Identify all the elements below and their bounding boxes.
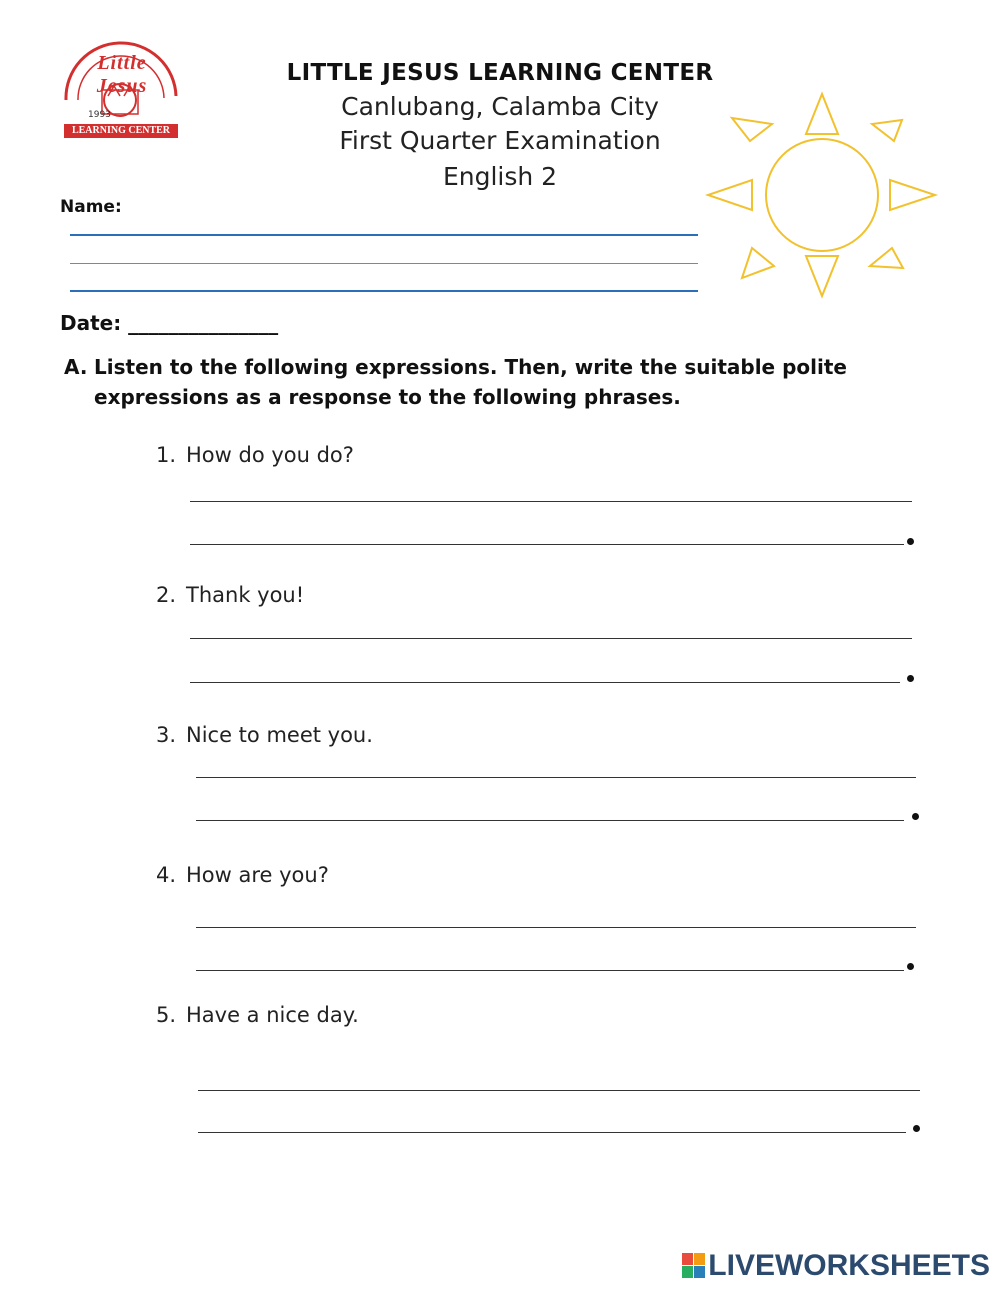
liveworksheets-text: LIVEWORKSHEETS bbox=[708, 1249, 990, 1282]
question-text: Thank you! bbox=[186, 583, 305, 607]
name-line-bottom[interactable] bbox=[70, 290, 698, 292]
answer-line-2b[interactable] bbox=[190, 682, 900, 683]
period-dot bbox=[913, 1125, 920, 1132]
question-1 bbox=[156, 443, 354, 467]
answer-line-1a[interactable] bbox=[190, 501, 912, 502]
liveworksheets-brand bbox=[682, 1249, 990, 1283]
period-dot bbox=[907, 675, 914, 682]
sun-ray-left bbox=[708, 180, 752, 210]
school-name: LITTLE JESUS LEARNING CENTER bbox=[286, 60, 714, 86]
answer-line-4a[interactable] bbox=[196, 927, 916, 928]
sun-ray-top bbox=[806, 94, 838, 134]
question-number: 4. bbox=[156, 863, 177, 887]
question-text: Have a nice day. bbox=[186, 1003, 359, 1027]
liveworksheets-logo-icon bbox=[682, 1253, 706, 1279]
question-5 bbox=[156, 1003, 359, 1027]
question-number: 2. bbox=[156, 583, 177, 607]
question-text: Nice to meet you. bbox=[186, 723, 373, 747]
sun-ray-right bbox=[890, 180, 935, 210]
question-text: How are you? bbox=[186, 863, 329, 887]
question-4 bbox=[156, 863, 329, 887]
sun-icon bbox=[700, 88, 940, 300]
period-dot bbox=[907, 963, 914, 970]
logo-top-text: Little Jesus bbox=[96, 52, 148, 97]
date-label: Date: _______________ bbox=[60, 311, 279, 335]
name-label: Name: bbox=[60, 197, 122, 217]
sun-ray-top-right bbox=[872, 120, 902, 141]
sun-ray-bottom bbox=[806, 256, 838, 296]
answer-line-1b[interactable] bbox=[190, 544, 904, 545]
instructions bbox=[64, 352, 944, 412]
question-2 bbox=[156, 583, 304, 607]
school-location: Canlubang, Calamba City bbox=[341, 92, 659, 121]
answer-line-3a[interactable] bbox=[196, 777, 916, 778]
answer-line-2a[interactable] bbox=[190, 638, 912, 639]
period-dot bbox=[907, 538, 914, 545]
logo-year: 1993 bbox=[88, 110, 111, 120]
question-number: 3. bbox=[156, 723, 177, 747]
logo-banner: LEARNING CENTER bbox=[71, 125, 171, 136]
sun-ray-bottom-left bbox=[742, 248, 774, 278]
sun-core bbox=[766, 139, 878, 251]
question-number: 1. bbox=[156, 443, 177, 467]
subject-title: English 2 bbox=[442, 162, 558, 191]
answer-line-5b[interactable] bbox=[198, 1132, 906, 1133]
question-3 bbox=[156, 723, 373, 747]
answer-line-4b[interactable] bbox=[196, 970, 904, 971]
name-line-middle[interactable] bbox=[70, 263, 698, 264]
instructions-text: Listen to the following expressions. Then, write the suitable polite expressions as a response to the following phrases. bbox=[94, 355, 847, 409]
exam-title: First Quarter Examination bbox=[339, 126, 661, 155]
sun-ray-top-left bbox=[732, 118, 772, 141]
question-number: 5. bbox=[156, 1003, 177, 1027]
name-line-top[interactable] bbox=[70, 234, 698, 236]
question-text: How do you do? bbox=[186, 443, 354, 467]
answer-line-3b[interactable] bbox=[196, 820, 904, 821]
answer-line-5a[interactable] bbox=[198, 1090, 920, 1091]
period-dot bbox=[912, 813, 919, 820]
sun-ray-bottom-right bbox=[870, 248, 903, 268]
section-letter: A. bbox=[64, 355, 88, 379]
